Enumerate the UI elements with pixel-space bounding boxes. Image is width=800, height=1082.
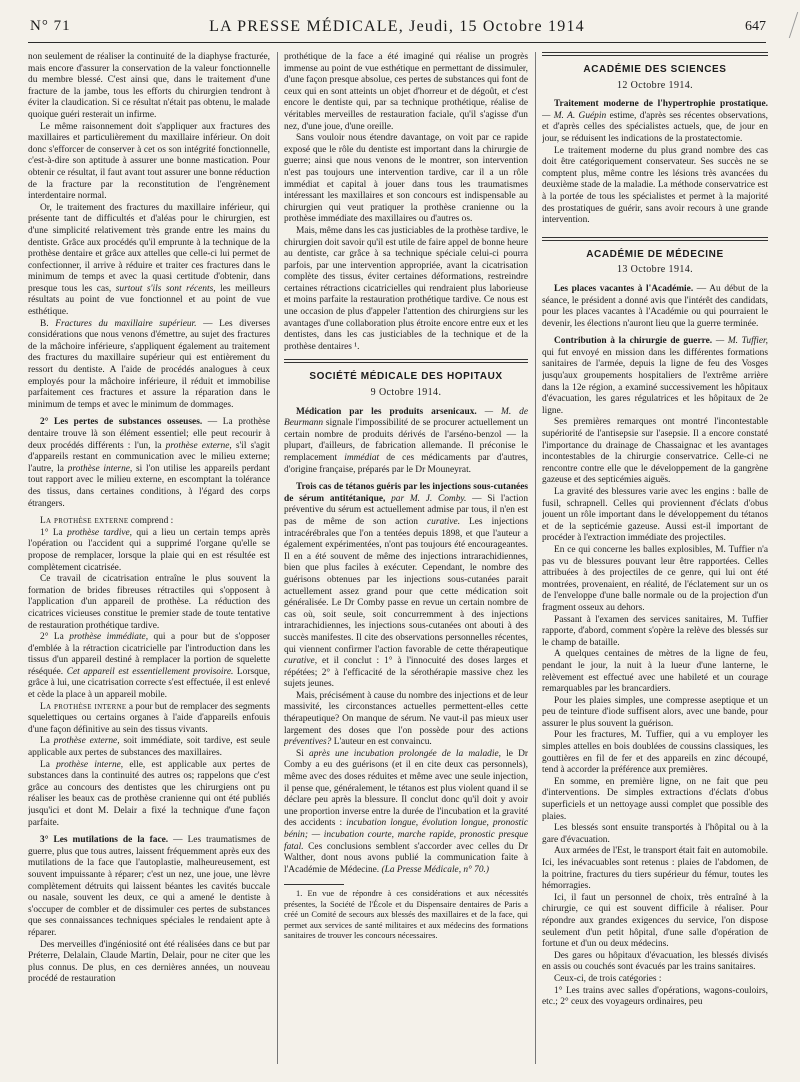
paragraph: 1° La prothèse tardive, qui a lieu un certain temps après l'opération ou l'accident qui a supprimé l'organe qu'elle se propose de remplacer, lorsque la plaie qui en est résultée est complètement cicatrisée. — [28, 527, 270, 573]
paragraph: Trois cas de tétanos guéris par les injections sous-cutanées de sérum antitétanique, par M. J. Comby. — Si l'action préventive du sérum est actuellement admise par tous, il n'en est pas de même de son action curative. Les injections intracérébrales que l'on a tentées depuis 1898, et que l'auteur a également expérimentées, n'ont pas toujours été encourageantes. Il en a été souvent de même des injections intrarachidiennes, bien que plus faciles à exécuter. Cependant, le nombre des guérisons obtenues par les injections sous-cutanées parait actuellement assez grand pour que cette médication soit généralisée. Le Dr Comby passe en revue un certain nombre de cas où, soit seule, soit concurremment à des injections intrarachidiennes, les injections sous-cutanées ont abouti à des succès manifestes. Il cite des observations personnelles récentes, qui viennent confirmer l'action favorable de cette thérapeutique curative, et il conclut : 1° à l'innocuité des doses larges et répétées; 2° à l'efficacité de la sérothérapie massive chez les sujets jeunes. — [284, 482, 528, 690]
column-rule — [277, 52, 278, 1064]
section-rule — [542, 52, 768, 53]
column-2 — [284, 52, 528, 1070]
paragraph: Mais, même dans les cas justiciables de la prothèse tardive, le chirurgien doit savoir qu'il est utile de faire appel de bonne heure au dentiste, car grâce à sa technique spéciale celui-ci pourra parfois, par une intervention appropriée, avant la cicatrisation complète des tissus, éviter certaines déformations, restreindre certaines rétractions cicatricielles qui rendraient plus laborieuse et moins parfaite la restauration prothétique tardive. Ce nous est une occasion de plus d'appeler l'attention des chirurgiens sur les avantages d'une collaboration plus étroite encore entre eux et les dentistes, dans les cas justiciables de la technique et de la prothèse dentaires ¹. — [284, 225, 528, 352]
paragraph: Les blessés sont ensuite transportés à l'hôpital ou à la gare d'évacuation. — [542, 823, 768, 845]
section-rule — [542, 237, 768, 238]
paragraph: Ses premières remarques ont montré l'incontestable supériorité de l'antisepsie sur l'asepsie. Il a encore constaté l'importance du drainage de Chassaignac et les avantages incontestables de la chirurgie conservatrice. Celle-ci ne rencontre contre elle que le développement de la gangrène gazeuse et des septicémies aiguës. — [542, 417, 768, 486]
section-date: 9 Octobre 1914. — [370, 387, 442, 399]
paragraph: A quelques centaines de mètres de la ligne de feu, pendant le jour, la nuit à la lueur d'une lanterne, le relèvement est effectué avec une habileté et un courage remarquables par les brancardiers. — [542, 649, 768, 695]
section-date: 12 Octobre 1914. — [616, 79, 694, 91]
section-rule — [284, 362, 528, 363]
paragraph: Mais, précisément à cause du nombre des injections et de leur massivité, les circonstances actuelles permettent-elles cette thérapeutique? On manque de sérum. Ne vaut-il pas mieux user largement des doses que l'on possède pour des actions préventives? L'auteur en est convaincu. — [284, 690, 528, 748]
paragraph: Ici, il faut un personnel de choix, très entraîné à la chirurgie, ce qui est souvent difficile à réaliser. Pour répondre aux grandes exigences du service, l'on dispose seulement d'un petit hôpital, d'une salle d'opération de fortune et d'un ou deux médecins. — [542, 892, 768, 950]
issue-number: N° 71 — [30, 18, 71, 34]
paragraph: Pour les plaies simples, une compresse aseptique et un peu de teinture d'iode suffisent alors, avec une bande, pour assurer le plus souvent la guérison. — [542, 695, 768, 729]
paragraph: La prothèse interne a pour but de remplacer des segments squelettiques ou certains organes à l'aide d'appareils enfouis d'une façon définitive au sein des tissus vivants. — [28, 701, 270, 735]
paragraph: La gravité des blessures varie avec les engins : balle de fusil, schrapnell. Celles qui proviennent d'éclats d'obus jouent un rôle important dans le développement du tétanos et de la septicémie gazeuse. Aussi est-il important de procéder à l'extraction immédiate des projectiles. — [542, 487, 768, 544]
paragraph: Médication par les produits arsenicaux. — M. de Beurmann signale l'impossibilité de se procurer actuellement un certain nombre de produits dérivés de l'arséno-benzol — la plupart, d'ailleurs, de fabrication allemande. Il préconise le remplacement immédiat de ces médicaments par d'autres, d'origine française, préparés par le Dr Mouneyrat. — [284, 406, 528, 475]
journal-title: LA PRESSE MÉDICALE, Jeudi, 15 Octobre 1914 — [209, 18, 585, 35]
paragraph: En somme, en première ligne, on ne fait que peu d'interventions. De simples extractions d'éclats d'obus superficiels et un nettoyage aussi complet que possible des plaies. — [542, 776, 768, 822]
section-date: 13 Octobre 1914. — [616, 264, 694, 276]
section-rule — [542, 55, 768, 56]
paragraph: prothétique de la face a été imaginé qui réalise un progrès immense au point de vue esthétique en permettant de dissimuler, d'une façon presque absolue, ces pertes de substances qui font de ceux qui en sont atteints un objet d'horreur et de dégoût, et c'est encore le dentiste qui, par sa technique prothétique, réalise de véritables merveilles de restauration faciale, qu'il s'agisse d'un nez, d'une joue, d'une oreille. — [284, 52, 528, 132]
margin-mark — [777, 12, 798, 38]
paragraph: Le même raisonnement doit s'appliquer aux fractures des maxillaires et particulièrement du maxillaire inférieur. On doit donc s'efforcer de conserver à cet os son intégrité fonctionnelle, c'est-à-dire son aptitude à assurer une bonne mastication. Pour obtenir ce résultat, il faut avant tout assurer une bonne réduction de la fracture par la reconstitution de l'engrènement interdentaire normal. — [28, 121, 270, 202]
paragraph: 3° Les mutilations de la face. — Les traumatismes de guerre, plus que tous autres, laissent fréquemment après eux des mutilations de la face que l'autoplastie, malheureusement, est souvent impuissante à réparer; c'est un nez, une joue, une lèvre complètement détruits qui laissent béantes les cavités buccale ou nasale, souvent les deux, ce qui a amené le dentiste à s'occuper de combler et de dissimuler ces pertes de substances que ses connaissances techniques spéciales le rendaient apte à réparer. — [28, 835, 270, 938]
paragraph: Des merveilles d'ingéniosité ont été réalisées dans ce but par Préterre, Delalain, Claude Martin, Delair, pour ne citer que les plus connus. De plus, en ces dernières années, un nouveau procédé de restauration — [28, 939, 270, 985]
page-number: 647 — [745, 19, 766, 34]
section-title: ACADÉMIE DE MÉDECINE — [586, 248, 724, 260]
paragraph: La prothèse interne, elle, est applicable aux pertes de substances dans la continuité des autres os; rappelons que c'est grâce au concours des dentistes que les chirurgiens ont pu réaliser les beaux cas de prothèse cranienne qui ont été publiés jusqu'ici et dont M. Delair a fixé la technique d'une façon parfaite. — [28, 759, 270, 828]
paragraph: Passant à l'examen des services sanitaires, M. Tuffier rapporte, d'abord, comment s'opère la relève des blessés sur le champ de bataille. — [542, 614, 768, 648]
paragraph: La prothèse externe comprend : — [40, 516, 174, 527]
paragraph: Traitement moderne de l'hypertrophie prostatique. — M. A. Guépin estime, d'après ses récentes observations, et d'après celles des spécialistes actuels, que, de jour en jour, se réduisent les indications de la prostatectomie. — [542, 99, 768, 144]
paragraph: 2° La prothèse immédiate, qui a pour but de s'opposer d'emblée à la rétraction cicatricielle par l'introduction dans les tissus d'un appareil destiné à remplacer la portion de squelette réséquée. Cet appareil est essentiellement provisoire. Lorsque, grâce à lui, une cicatrisation correcte s'est effectuée, il est enlevé et cède la place à un appareil mobile. — [28, 632, 270, 701]
paragraph: Or, le traitement des fractures du maxillaire inférieur, qui présente tant de difficultés et d'aléas pour le chirurgien, est d'une simplicité relativement très grande entre les mains du dentiste. Grâce aux procédés qu'il emprunte à la technique de la prothèse dentaire et grâce aux attelles que celle-ci lui permet de confectionner, il arrive à réduire et traiter ces fractures dans le minimum de temps et avec la quasi certitude d'obtenir, dans presque tous les cas, surtout s'ils sont récents, les meilleurs résultats au point de vue fonctionnel et au point de vue esthétique. — [28, 202, 270, 318]
paragraph: Ceux-ci, de trois catégories : — [554, 973, 662, 984]
paragraph: Aux armées de l'Est, le transport était fait en automobile. Ici, les inévacuables sont retenus : plaies de l'abdomen, de la poitrine, fractures du tiers supérieur du fémur, toutes les hémorragies. — [542, 846, 768, 892]
section-title: ACADÉMIE DES SCIENCES — [583, 64, 727, 75]
footnote-rule — [284, 884, 344, 885]
paragraph: Le traitement moderne du plus grand nombre des cas doit être catégoriquement conservateur. Ses succès ne se comptent plus, même contre les lésions très avancées du deuxième stade de la maladie. La méthode conservatrice est à la portée de tous les spécialistes et permet à la majorité des prostatiques de guérir, sans avoir recours à une grande intervention. — [542, 145, 768, 226]
paragraph: Contribution à la chirurgie de guerre. — M. Tuffier, qui fut envoyé en mission dans les différentes formations sanitaires de l'armée, depuis la ligne de feu des Vosges jusqu'aux groupements hospitaliers de l'extrême arrière dans la 12e région, a examiné successivement les hôpitaux d'évacuation, les gares régulatrices et les hôpitaux de 2e ligne. — [542, 336, 768, 416]
paragraph: Sans vouloir nous étendre davantage, on voit par ce rapide exposé que le rôle du dentiste est important dans la chirurgie de guerre; ainsi que nous venons de le montrer, son intervention n'est pas toujours une intervention tardive, car il a un rôle immédiat et capital à jouer dans tous les traumatismes intéressant les maxillaires et son concours est indispensable au chirurgien qui veut pratiquer la prothèse cranienne ou la prothèse immédiate des maxillaires ou d'autres os. — [284, 133, 528, 225]
paragraph: Des gares ou hôpitaux d'évacuation, les blessés divisés en assis ou couchés sont évacués par les trains sanitaires. — [542, 950, 768, 973]
paragraph: non seulement de réaliser la continuité de la diaphyse fracturée, mais encore d'assurer la conservation de la valeur fonctionnelle du membre blessé. C'est ainsi que, dans le traitement d'une fracture de la jambe, tous les efforts du chirurgien tendront à éviter la claudication. Si ce résultat n'était pas obtenu, le malade quoique guéri resterait un infirme. — [28, 52, 270, 120]
paragraph: Si après une incubation prolongée de la maladie, le Dr Comby a eu des guérisons (et il en cite deux cas personnels), même avec des doses réduites et même avec une seule injection, il pense que, généralement, le tétanos est plus violent quand il se déclare peu après la blessure. Il conclut donc qu'il doit y avoir une proportion inverse entre la durée de l'incubation et la gravité des accidents : incubation longue, évolution longue, pronostic bénin; — incubation courte, marche rapide, pronostic presque fatal. Ces conclusions semblent s'accorder avec celles du Dr Walther, dont nous avons publié la communication faite à l'Académie de Médecine. (La Presse Médicale, n° 70.) — [284, 748, 528, 875]
paragraph: 2° Les pertes de substances osseuses. — La prothèse dentaire trouve là son élément essentiel; elle peut recourir à deux procédés différents : l'un, la prothèse externe, s'il s'agit d'appareils restant en communication avec le milieu externe; l'autre, la prothèse interne, si l'on utilise les appareils perdant tout rapport avec le milieu externe, en escomptant la tolérance des tissus, dans certaines conditions, à l'égard des corps étrangers. — [28, 417, 270, 509]
section-title: SOCIÉTÉ MÉDICALE DES HOPITAUX — [309, 371, 503, 383]
section-rule — [542, 240, 768, 241]
paragraph: Ce travail de cicatrisation entraîne le plus souvent la formation de brides fibreuses rétractiles qui s'opposent à l'application d'un appareil de prothèse. La réduction des cicatrices vicieuses constitue le premier stade de toute tentative de restauration prothétique tardive. — [28, 574, 270, 631]
paragraph: 1° Les trains avec salles d'opérations, wagons-couloirs, etc.; 2° ceux des voyageurs ordinaires, peu — [542, 985, 768, 1008]
paragraph: B. Fractures du maxillaire supérieur. — Les diverses considérations que nous venons d'émettre, au sujet des fractures de la mâchoire inférieure, s'appliquent également au traitement des fractures du maxillaire supérieur qui est entièrement du ressort du dentiste. A l'aide de procédés analogues à ceux employés pour la mâchoire inférieure, il réduit et immobilise parfaitement ces fractures et assure la réparation dans le minimum de temps et avec le minimum de dommages. — [28, 318, 270, 410]
section-rule — [284, 359, 528, 360]
page-header — [28, 14, 766, 43]
footnote: 1. En vue de répondre à ces considérations et aux nécessités présentes, la Société de l'École et du Dispensaire dentaires de Paris a créé un Comité de secours aux blessés des maxillaires et de la face, qui permet aux services de santé militaires et aux médecins des formations sanitaires de trouver les concours nécessaires. — [284, 889, 528, 940]
column-1 — [28, 52, 270, 1070]
paragraph: Pour les fractures, M. Tuffier, qui a vu employer les simples attelles en bois doublées de coussins classiques, les gouttières en fil de fer et des appareils en zinc découpé, tend à accorder la préférence aux premières. — [542, 730, 768, 776]
paragraph: En ce qui concerne les balles explosibles, M. Tuffier n'a pas vu de blessures pouvant leur être rapportées. Celles attribuées à des projectiles de ce genre, qui lui ont été montrées, provenaient, en réalité, de l'éclatement sur un os de l'enveloppe d'une balle normale ou de la projection d'un fragment osseux au dehors. — [542, 544, 768, 613]
column-3 — [542, 52, 768, 1070]
paragraph: La prothèse externe, soit immédiate, soit tardive, est seule applicable aux pertes de substances des maxillaires. — [28, 736, 270, 759]
column-rule — [535, 52, 536, 1064]
paragraph: Les places vacantes à l'Académie. — Au début de la séance, le président a donné avis que l'intérêt des candidats, pour les places vacantes à l'Académie ou qui pourraient le devenir, les élections n'auront lieu que la guerre terminée. — [542, 283, 768, 329]
